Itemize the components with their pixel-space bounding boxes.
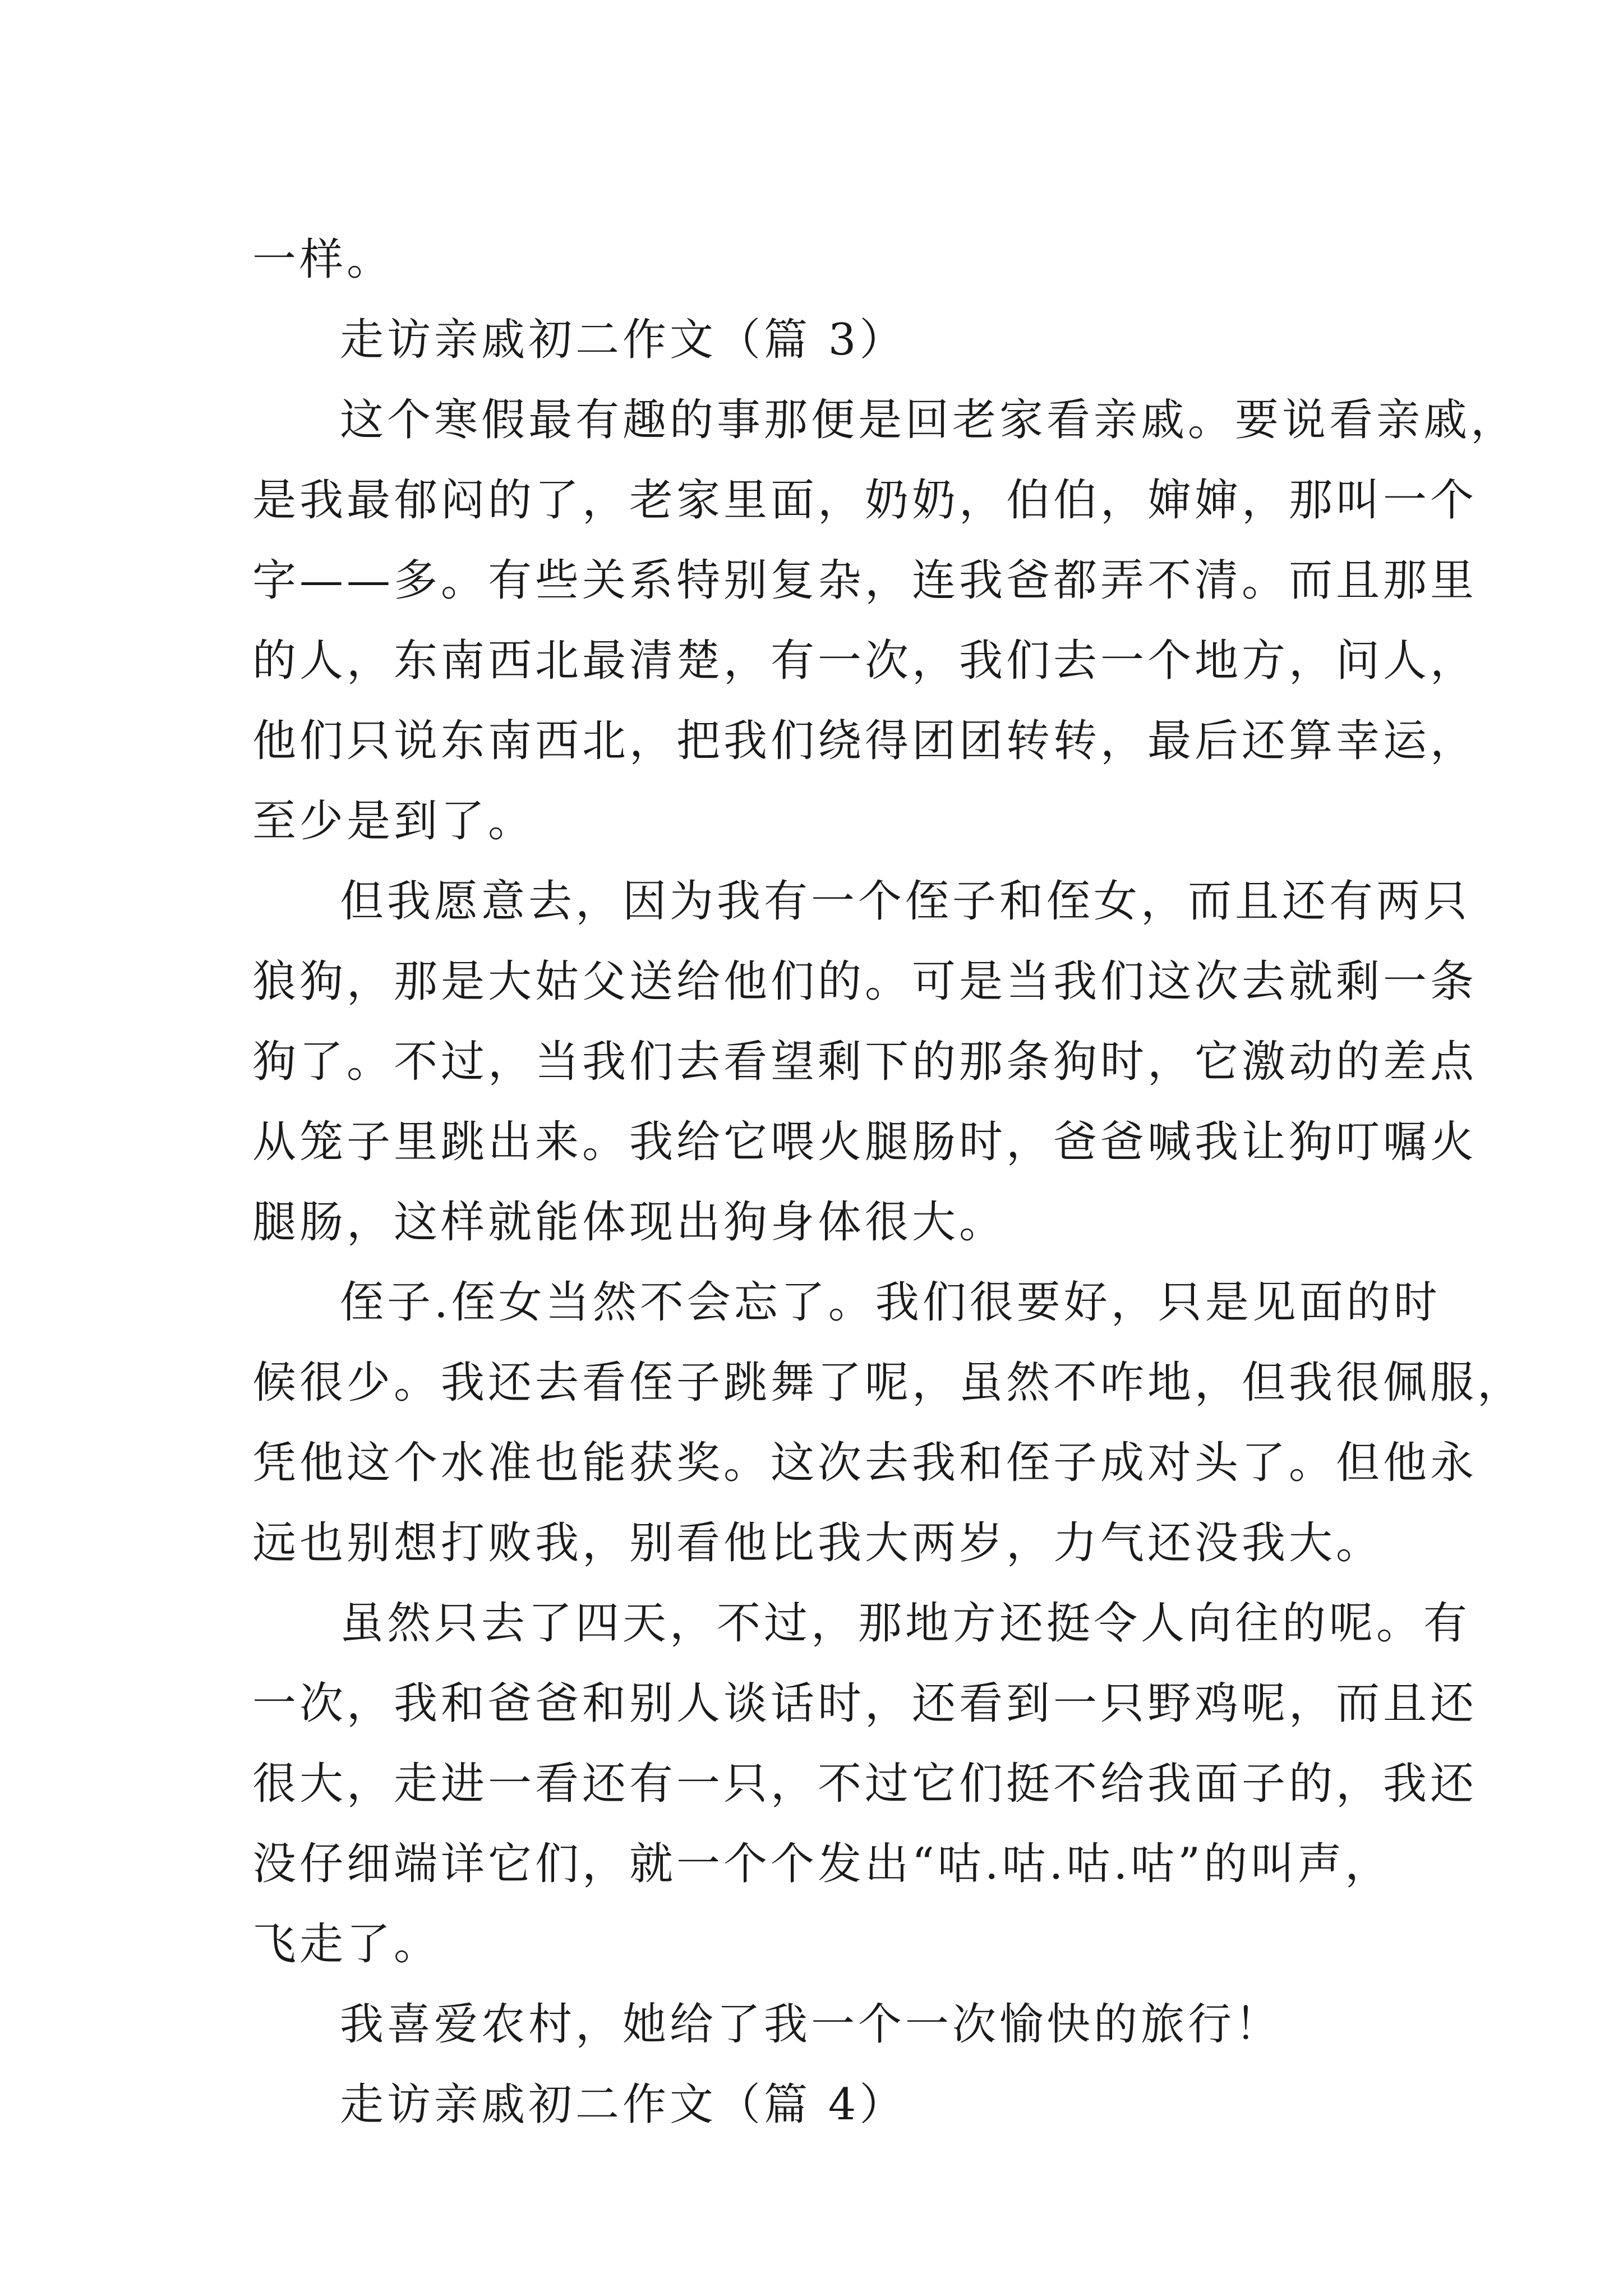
- section-heading: 走访亲戚初二作文（篇 3）: [340, 315, 907, 365]
- text-line: 凭他这个水准也能获奖。这次去我和侄子成对头了。但他永: [252, 1438, 1478, 1488]
- text-line: 这个寒假最有趣的事那便是回老家看亲戚。要说看亲戚，: [340, 395, 1518, 445]
- text-line: 腿肠，这样就能体现出狗身体很大。: [252, 1197, 1007, 1248]
- text-line: 很大，走进一看还有一只，不过它们挺不给我面子的，我还: [252, 1759, 1478, 1809]
- text-line: 字——多。有些关系特别复杂，连我爸都弄不清。而且那里: [252, 555, 1478, 606]
- text-line: 从笼子里跳出来。我给它喂火腿肠时，爸爸喊我让狗叮嘱火: [252, 1117, 1478, 1167]
- text-line: 候很少。我还去看侄子跳舞了呢，虽然不咋地，但我很佩服，: [252, 1358, 1525, 1408]
- text-line: 狗了。不过，当我们去看望剩下的那条狗时，它激动的差点: [252, 1037, 1478, 1087]
- text-line: 他们只说东南西北，把我们绕得团团转转，最后还算幸运，: [252, 716, 1478, 766]
- text-line: 但我愿意去，因为我有一个侄子和侄女，而且还有两只: [340, 876, 1471, 927]
- text-line: 至少是到了。: [252, 796, 536, 846]
- text-line: 没仔细端详它们，就一个个发出“咕.咕.咕.咕”的叫声，: [252, 1839, 1393, 1889]
- text-line: 狼狗，那是大姑父送给他们的。可是当我们这次去就剩一条: [252, 956, 1478, 1007]
- text-line: 侄子.侄女当然不会忘了。我们很要好，只是见面的时: [340, 1277, 1441, 1328]
- document-body: [252, 220, 1525, 2145]
- text-line: 的人，东南西北最清楚，有一次，我们去一个地方，问人，: [252, 636, 1478, 686]
- text-line: 虽然只去了四天，不过，那地方还挺令人向往的呢。有: [340, 1598, 1471, 1649]
- text-line: 一样。: [252, 234, 394, 285]
- text-line: 远也别想打败我，别看他比我大两岁，力气还没我大。: [252, 1518, 1384, 1568]
- text-line: 我喜爱农村，她给了我一个一次愉快的旅行！: [340, 1999, 1283, 2050]
- section-heading: 走访亲戚初二作文（篇 4）: [340, 2079, 907, 2130]
- text-line: 一次，我和爸爸和别人谈话时，还看到一只野鸡呢，而且还: [252, 1678, 1478, 1729]
- text-line: 是我最郁闷的了，老家里面，奶奶，伯伯，婶婶，那叫一个: [252, 475, 1478, 526]
- text-line: 飞走了。: [252, 1919, 441, 1970]
